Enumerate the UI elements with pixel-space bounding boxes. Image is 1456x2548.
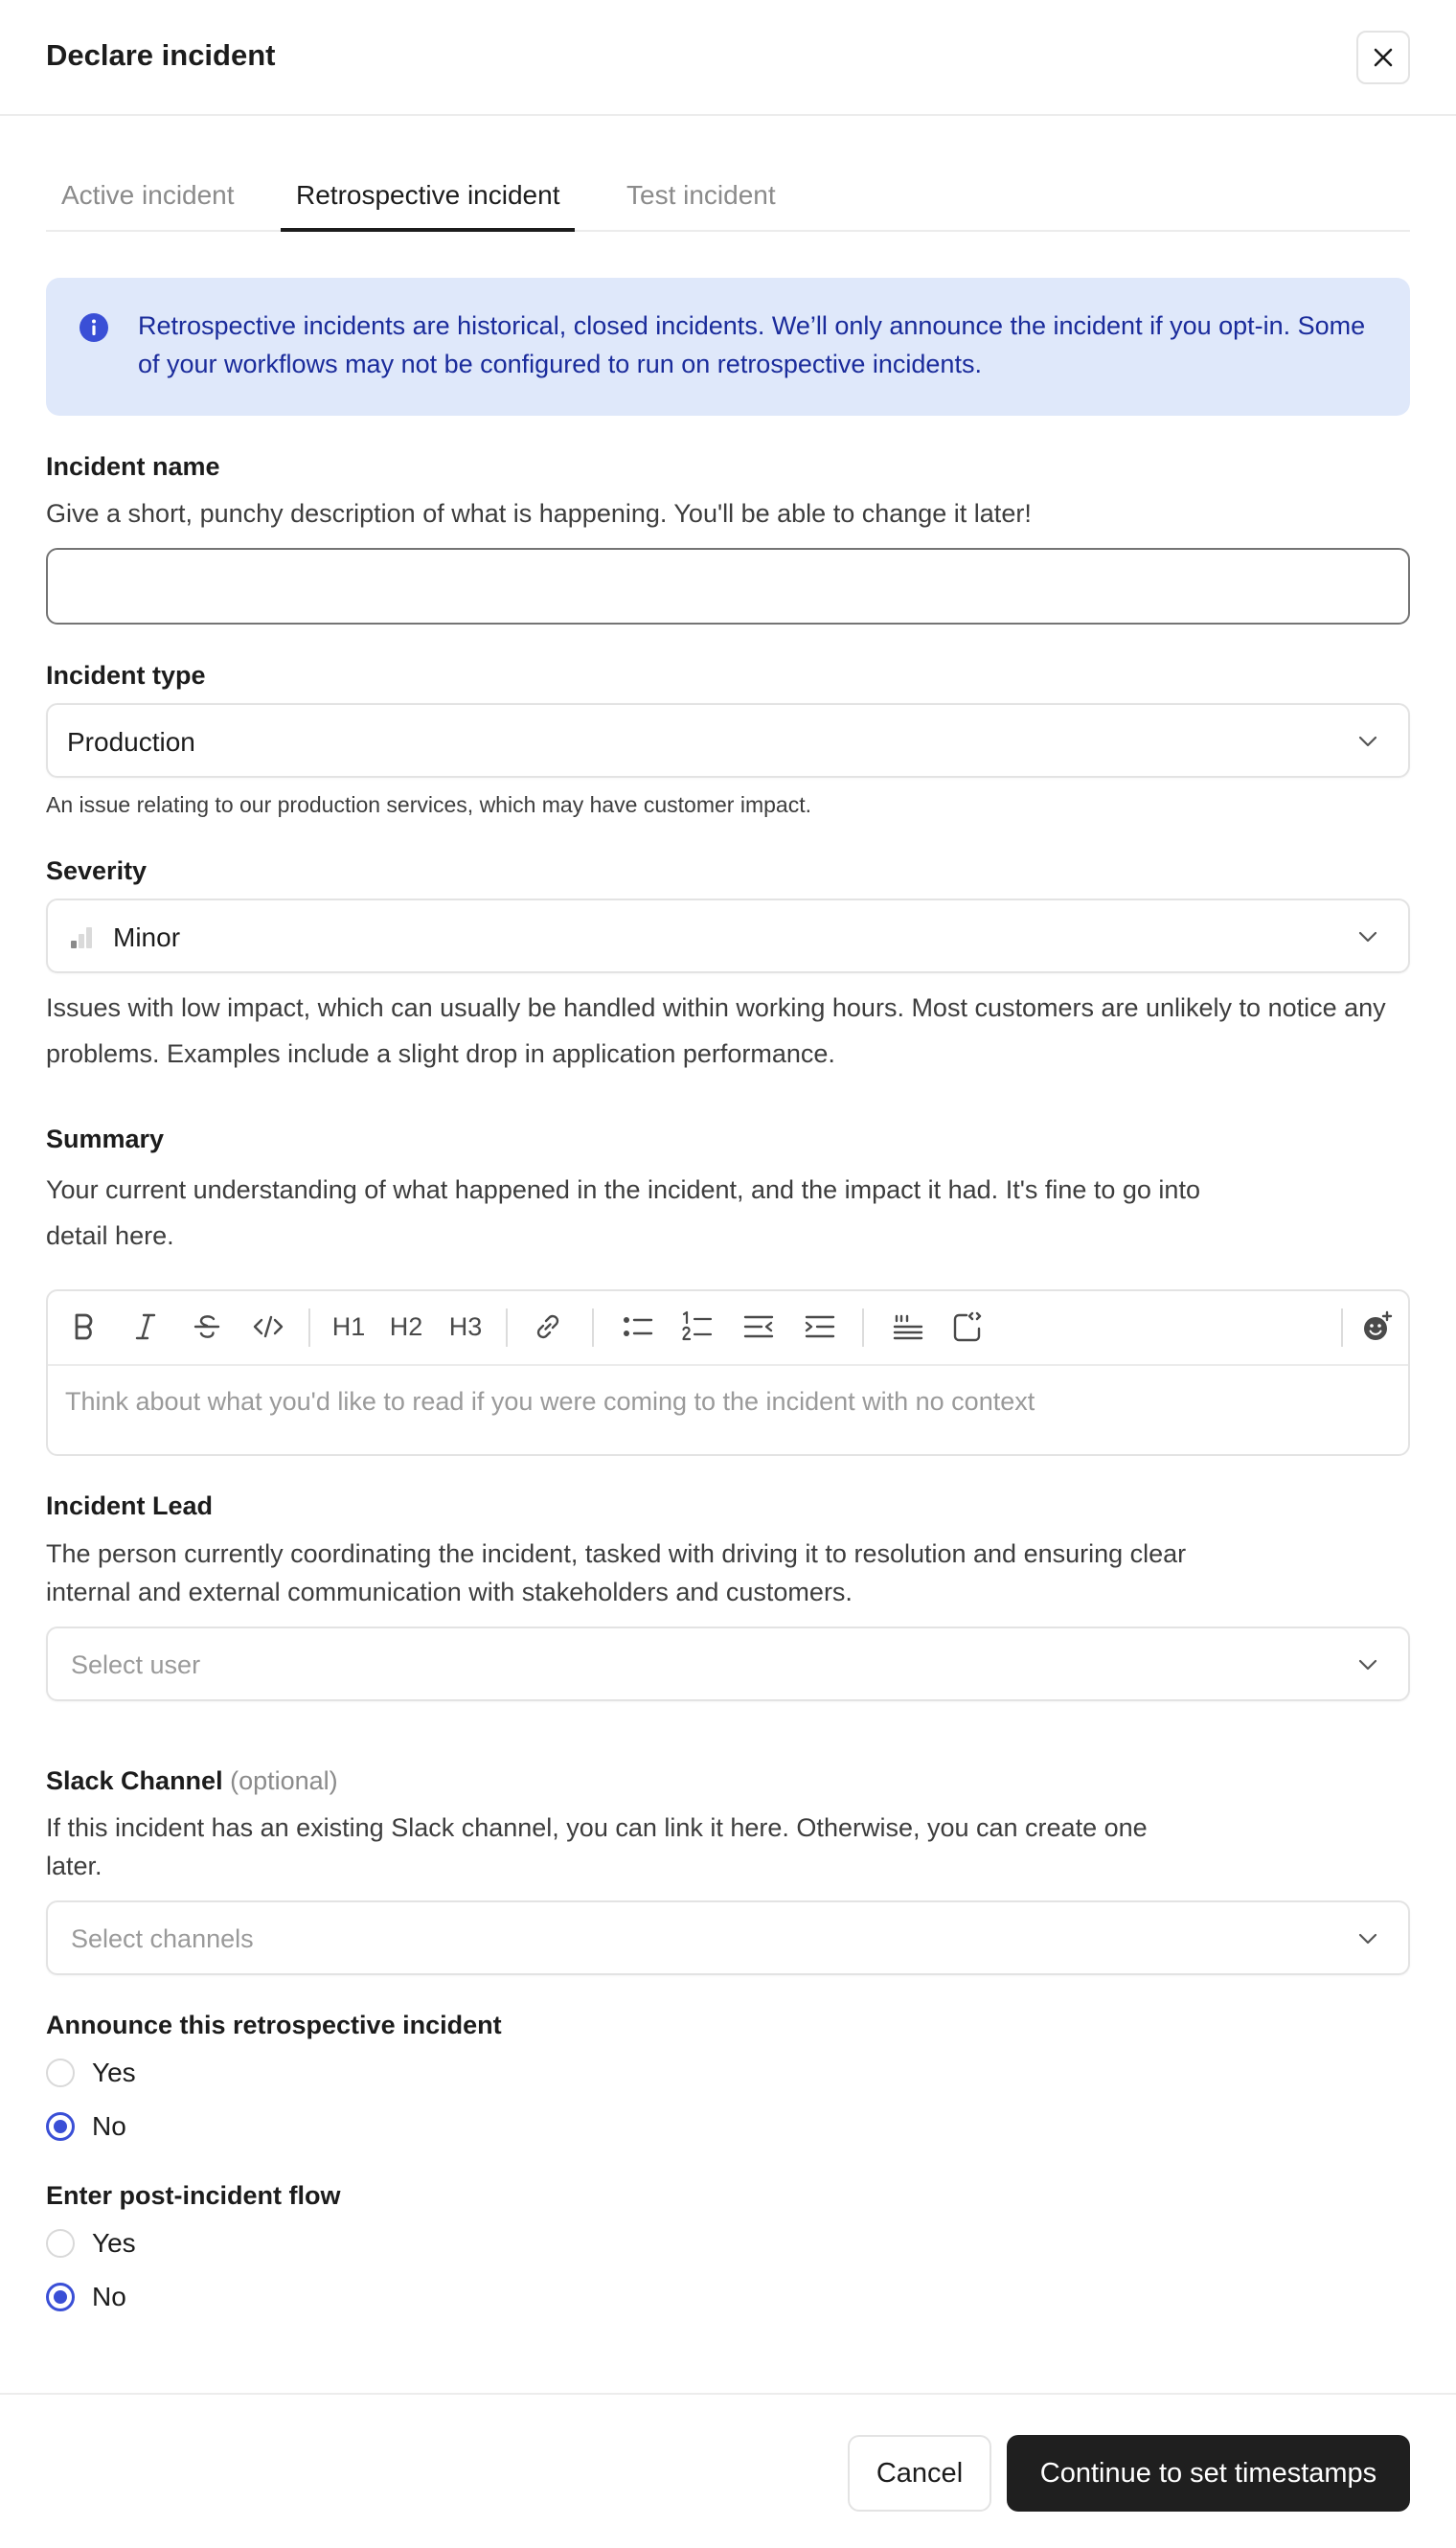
- slack-channel-placeholder: Select channels: [71, 1924, 254, 1953]
- severity-select[interactable]: [46, 899, 1410, 973]
- announce-label: Announce this retrospective incident: [46, 2011, 502, 2039]
- italic-icon: [133, 1312, 158, 1341]
- chevron-down-icon: [1356, 732, 1379, 751]
- announce-option-no[interactable]: [46, 2107, 126, 2146]
- code-button[interactable]: [247, 1308, 289, 1346]
- summary-placeholder: Think about what you'd like to read if you were coming to the incident with no context: [65, 1387, 1035, 1416]
- incident-type-select[interactable]: [46, 703, 1410, 778]
- editor-toolbar: [48, 1291, 1408, 1366]
- incident-name-label: Incident name: [46, 452, 220, 481]
- italic-button[interactable]: [126, 1308, 165, 1346]
- incident-lead-select[interactable]: [46, 1627, 1410, 1701]
- incident-name-input[interactable]: [46, 548, 1410, 625]
- incident-type-label: Incident type: [46, 661, 206, 690]
- outdent-button[interactable]: [738, 1308, 780, 1346]
- tab-active-incident[interactable]: Active incident: [61, 180, 235, 210]
- incident-lead-description: The person currently coordinating the incident, tasked with driving it to resolution and ensuring clear internal and external communication with stakeholders and customers.: [46, 1539, 1187, 1606]
- slack-channel-label: [46, 1766, 338, 1796]
- heading-3-label: H3: [448, 1311, 483, 1341]
- slack-channel-select[interactable]: [46, 1900, 1410, 1975]
- post-incident-label: Enter post-incident flow: [46, 2181, 341, 2210]
- radio-label: No: [92, 2111, 126, 2141]
- incident-lead-label: Incident Lead: [46, 1491, 214, 1520]
- dialog-title: Declare incident: [46, 38, 276, 72]
- heading-3-button[interactable]: [444, 1308, 487, 1346]
- cancel-button[interactable]: Cancel: [848, 2435, 991, 2512]
- dialog-footer: [0, 2393, 1456, 2548]
- numbered-list-button[interactable]: [676, 1308, 718, 1346]
- toolbar-divider: [592, 1308, 594, 1347]
- code-icon: [252, 1312, 284, 1341]
- link-button[interactable]: [529, 1308, 567, 1346]
- heading-1-button[interactable]: [328, 1308, 370, 1346]
- radio-label: No: [92, 2282, 126, 2311]
- summary-label: Summary: [46, 1125, 165, 1153]
- severity-description: Issues with low impact, which can usually be handled within working hours. Most customers are unlikely to notice any problems. Examples include a slight drop in application performance.: [46, 993, 1386, 1068]
- blockquote-icon: [892, 1312, 924, 1341]
- continue-button[interactable]: Continue to set timestamps: [1007, 2435, 1410, 2512]
- chevron-down-icon: [1356, 1655, 1379, 1674]
- summary-description: Your current understanding of what happened in the incident, and the impact it had. It's fine to go into detail here.: [46, 1175, 1200, 1250]
- info-callout: [46, 278, 1410, 416]
- toolbar-divider: [862, 1308, 864, 1347]
- heading-1-label: H1: [331, 1311, 366, 1341]
- indent-button[interactable]: [799, 1308, 841, 1346]
- dialog-header: [0, 0, 1456, 116]
- incident-mode-tabs: [46, 172, 1410, 232]
- slack-channel-label-text: Slack Channel: [46, 1766, 223, 1795]
- close-icon: [1373, 47, 1394, 68]
- severity-label: Severity: [46, 856, 148, 885]
- strikethrough-icon: [193, 1312, 221, 1341]
- toolbar-divider: [308, 1308, 310, 1347]
- toolbar-divider: [506, 1308, 508, 1347]
- code-block-button[interactable]: [946, 1308, 989, 1346]
- summary-editor[interactable]: [46, 1289, 1410, 1456]
- add-emoji-button[interactable]: [1358, 1308, 1397, 1346]
- radio-button-checked[interactable]: [46, 2112, 75, 2141]
- indent-icon: [804, 1312, 836, 1341]
- severity-bars-icon: [69, 923, 94, 950]
- incident-type-helper: An issue relating to our production services, which may have customer impact.: [46, 792, 811, 817]
- incident-name-description: Give a short, punchy description of what is happening. You'll be able to change it later!: [46, 499, 1032, 528]
- severity-value: Minor: [113, 922, 181, 952]
- code-block-icon: [951, 1310, 984, 1343]
- info-icon: [79, 312, 109, 343]
- post-incident-option-yes[interactable]: [46, 2224, 136, 2263]
- bold-button[interactable]: [65, 1308, 103, 1346]
- heading-2-label: H2: [389, 1311, 423, 1341]
- bullet-list-button[interactable]: [617, 1308, 659, 1346]
- chevron-down-icon: [1356, 927, 1379, 946]
- toolbar-divider: [1341, 1308, 1343, 1347]
- link-icon: [533, 1311, 563, 1342]
- callout-text: Retrospective incidents are historical, closed incidents. We’ll only announce the incident if you opt-in. Some of your workflows may not be configured to run on retrospective incidents.: [138, 311, 1366, 378]
- incident-lead-placeholder: Select user: [71, 1650, 201, 1679]
- numbered-list-icon: [681, 1310, 714, 1343]
- blockquote-button[interactable]: [887, 1308, 929, 1346]
- announce-option-yes[interactable]: [46, 2054, 136, 2092]
- radio-button-checked[interactable]: [46, 2283, 75, 2311]
- radio-label: Yes: [92, 2228, 136, 2258]
- optional-tag: (optional): [230, 1766, 338, 1795]
- radio-button[interactable]: [46, 2059, 75, 2087]
- emoji-add-icon: [1361, 1310, 1394, 1343]
- tab-retrospective-incident[interactable]: Retrospective incident: [281, 172, 575, 232]
- tab-test-incident[interactable]: Test incident: [626, 180, 776, 210]
- outdent-icon: [742, 1312, 775, 1341]
- incident-type-value: Production: [67, 727, 195, 757]
- bold-icon: [72, 1312, 97, 1341]
- heading-2-button[interactable]: [385, 1308, 427, 1346]
- post-incident-option-no[interactable]: [46, 2278, 126, 2316]
- radio-button[interactable]: [46, 2229, 75, 2258]
- bullet-list-icon: [622, 1312, 654, 1341]
- chevron-down-icon: [1356, 1929, 1379, 1948]
- radio-label: Yes: [92, 2058, 136, 2087]
- slack-channel-description: If this incident has an existing Slack channel, you can link it here. Otherwise, you can create one later.: [46, 1813, 1148, 1880]
- close-button[interactable]: [1356, 31, 1410, 84]
- strikethrough-button[interactable]: [188, 1308, 226, 1346]
